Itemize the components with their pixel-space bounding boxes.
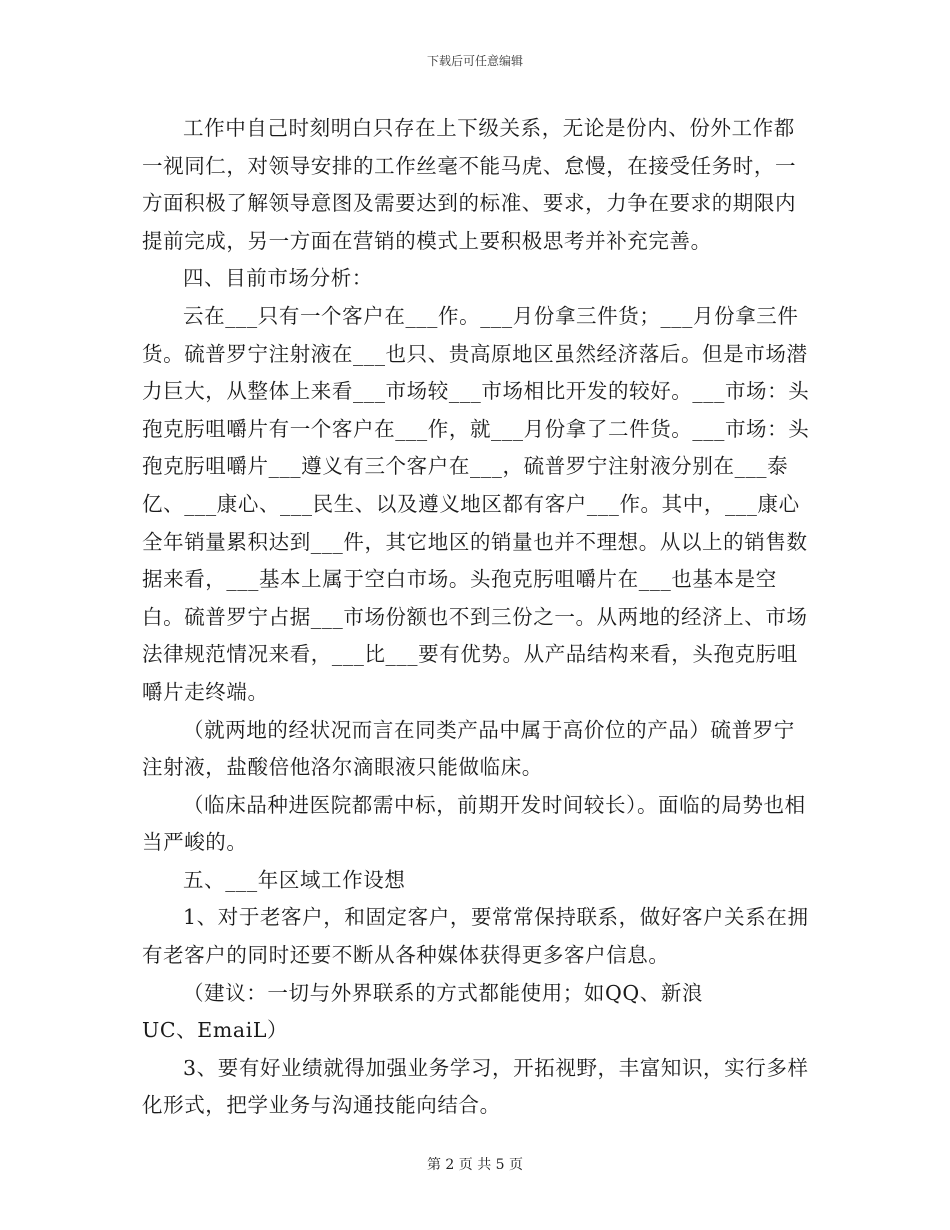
paragraph-business-study: 3、要有好业绩就得加强业务学习，开拓视野，丰富知识，实行多样化形式，把学业务与沟通技能向结合。	[142, 1055, 809, 1118]
paragraph-work-attitude: 工作中自己时刻明白只存在上下级关系，无论是份内、份外工作都一视同仁，对领导安排的工作丝毫不能马虎、怠慢，在接受任务时，一方面积极了解领导意图及需要达到的标准、要求，力争在要求的期限内提前完成，另一方面在营销的模式上要积极思考并补充完善。	[142, 116, 797, 253]
heading-market-analysis: 四、目前市场分析：	[183, 266, 373, 291]
document-body	[142, 110, 812, 1125]
paragraph-customer-relations: 1、对于老客户，和固定客户，要常常保持联系，做好客户关系在拥有老客户的同时还要不断从各种媒体获得更多客户信息。	[142, 905, 809, 968]
paragraph-market-details: 云在___只有一个客户在___作。___月份拿三件货；___月份拿三件货。硫普罗宁注射液在___也只、贵高原地区虽然经济落后。但是市场潜力巨大，从整体上来看___市场较___市场相比开发的较好。___市场：头孢克肟咀嚼片有一个客户在___作，就___月份拿了二件货。___市场：头孢克肟咀嚼片___遵义有三个客户在___，硫普罗宁注射液分别在___泰亿、___康心、___民生、以及遵义地区都有客户___作。其中，___康心全年销量累积达到___件，其它地区的销量也并不理想。从以上的销售数据来看，___基本上属于空白市场。头孢克肟咀嚼片在___也基本是空白。硫普罗宁占据___市场份额也不到三份之一。从两地的经济上、市场法律规范情况来看，___比___要有优势。从产品结构来看，头孢克肟咀嚼片走终端。	[142, 303, 810, 704]
paragraph-suggestion-continued: UC、EmaiL）	[142, 1018, 289, 1043]
page-footer: 第 2 页 共 5 页	[426, 1157, 524, 1173]
page-header: 下载后可任意编辑	[426, 54, 523, 68]
heading-regional-plan: 五、___年区域工作设想	[183, 867, 406, 892]
paragraph-suggestion: （建议：一切与外界联系的方式都能使用；如QQ、新浪	[183, 980, 704, 1005]
paragraph-clinical-bidding: （临床品种进医院都需中标，前期开发时间较长）。面临的局势也相当严峻的。	[142, 792, 806, 855]
paragraph-product-pricing: （就两地的经状况而言在同类产品中属于高价位的产品）硫普罗宁注射液，盐酸倍他洛尔滴眼液只能做临床。	[142, 717, 795, 780]
